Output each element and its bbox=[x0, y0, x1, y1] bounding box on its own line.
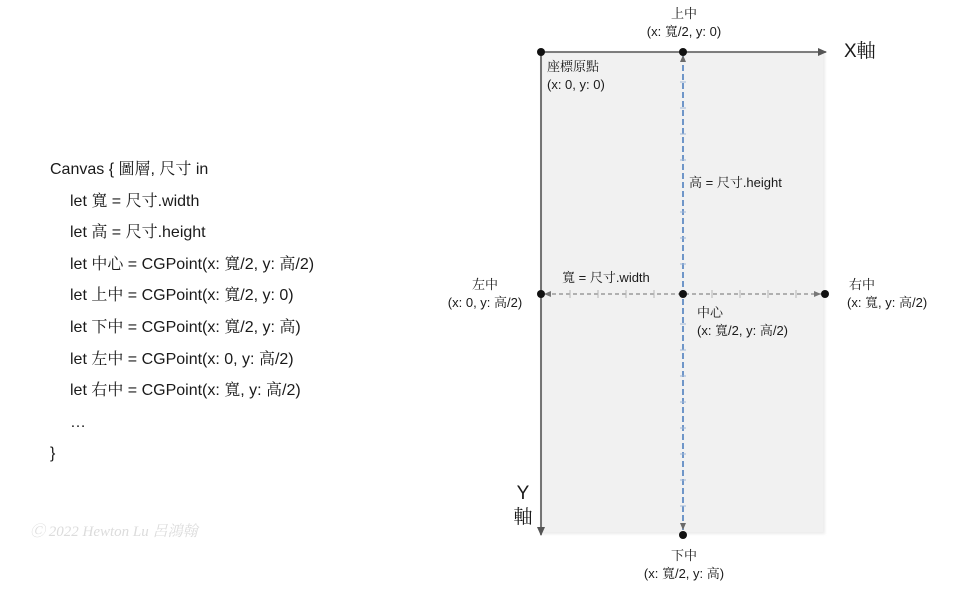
code-line: } bbox=[50, 445, 56, 463]
bottom-center-coords: (x: 寬/2, y: 高) bbox=[643, 566, 725, 581]
code-line: … bbox=[70, 413, 86, 431]
right-center-name: 右中 bbox=[849, 277, 876, 292]
y-axis-label-axis: 軸 bbox=[513, 507, 533, 528]
code-line: let 右中 = CGPoint(x: 寬, y: 高/2) bbox=[70, 382, 301, 400]
watermark: Ⓒ 2022 Hewton Lu 呂鴻翰 bbox=[30, 524, 198, 540]
bottom-center-point bbox=[679, 531, 687, 539]
height-label: 高 = 尺寸.height bbox=[689, 175, 782, 190]
origin-coords: (x: 0, y: 0) bbox=[547, 77, 605, 92]
x-axis-label: X軸 bbox=[844, 41, 876, 62]
center-point bbox=[679, 290, 687, 298]
origin-name: 座標原點 bbox=[547, 59, 600, 74]
right-center-coords: (x: 寬, y: 高/2) bbox=[847, 295, 928, 310]
code-line: let 高 = 尺寸.height bbox=[70, 224, 206, 242]
code-line: let 中心 = CGPoint(x: 寬/2, y: 高/2) bbox=[70, 255, 315, 273]
code-line: let 下中 = CGPoint(x: 寬/2, y: 高) bbox=[70, 318, 301, 336]
left-center-coords: (x: 0, y: 高/2) bbox=[447, 295, 523, 310]
right-center-point bbox=[821, 290, 829, 298]
code-line: let 寬 = 尺寸.width bbox=[70, 192, 200, 210]
left-center-name: 左中 bbox=[471, 277, 498, 292]
top-center-name: 上中 bbox=[670, 6, 697, 21]
center-name: 中心 bbox=[697, 305, 724, 320]
width-label: 寬 = 尺寸.width bbox=[562, 270, 650, 285]
code-line: let 上中 = CGPoint(x: 寬/2, y: 0) bbox=[70, 287, 294, 305]
left-center-point bbox=[537, 290, 545, 298]
code-line: Canvas { 圖層, 尺寸 in bbox=[50, 161, 209, 178]
bottom-center-name: 下中 bbox=[670, 548, 697, 563]
code-line: let 左中 = CGPoint(x: 0, y: 高/2) bbox=[70, 350, 294, 368]
top-center-point bbox=[679, 48, 687, 56]
top-center-coords: (x: 寬/2, y: 0) bbox=[646, 24, 722, 39]
y-axis-label-y: Y bbox=[516, 483, 530, 504]
center-coords: (x: 寬/2, y: 高/2) bbox=[697, 323, 789, 338]
origin-point bbox=[537, 48, 545, 56]
